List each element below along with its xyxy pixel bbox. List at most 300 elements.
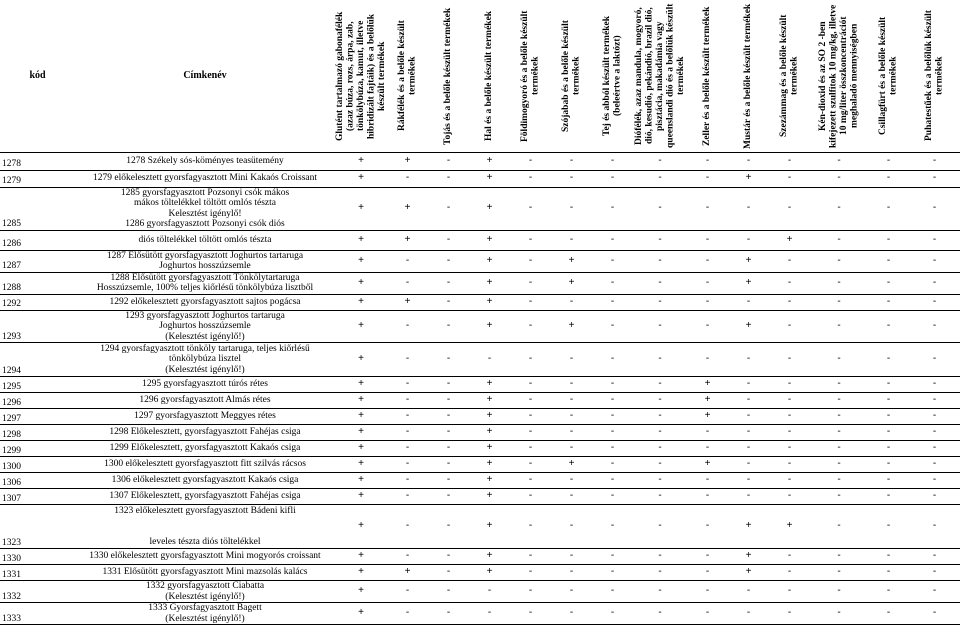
allergen-mark: -: [510, 377, 551, 393]
product-label: 1292 előkelesztett gyorsfagyasztott sajtos pogácsa: [75, 294, 335, 310]
allergen-mark: -: [728, 457, 769, 473]
allergen-mark: -: [909, 393, 960, 409]
allergen-mark: -: [728, 187, 769, 230]
product-code: 1323: [0, 505, 75, 549]
allergen-mark: -: [810, 581, 868, 603]
allergen-mark: -: [510, 343, 551, 377]
allergen-mark: -: [510, 393, 551, 409]
product-label: 1332 gyorsfagyasztott Ciabatta (Kelesztést igénylő!): [75, 581, 335, 603]
allergen-mark: +: [687, 409, 728, 425]
allergen-mark: +: [469, 152, 510, 170]
allergen-mark: -: [551, 473, 592, 489]
product-label: 1299 Előkelesztett, gyorsfagyasztott Kakaós csiga: [75, 441, 335, 457]
product-code: 1333: [0, 603, 75, 625]
allergen-mark: +: [728, 170, 769, 187]
allergen-mark: -: [868, 441, 909, 457]
allergen-mark: +: [335, 250, 387, 272]
allergen-mark: -: [909, 489, 960, 505]
allergen-mark: -: [510, 310, 551, 343]
allergen-mark: +: [469, 170, 510, 187]
allergen-mark: -: [428, 230, 469, 250]
product-label: 1297 gyorsfagyasztott Meggyes rétes: [75, 409, 335, 425]
allergen-mark: -: [909, 441, 960, 457]
allergen-mark: -: [810, 441, 868, 457]
allergen-mark: -: [909, 549, 960, 565]
allergen-mark: -: [868, 549, 909, 565]
allergen-mark: -: [728, 425, 769, 441]
allergen-mark: -: [810, 549, 868, 565]
allergen-mark: -: [551, 603, 592, 625]
allergen-mark: -: [633, 457, 687, 473]
allergen-mark: -: [387, 393, 428, 409]
allergen-mark: -: [687, 152, 728, 170]
allergen-mark: -: [769, 272, 810, 294]
allergen-mark: -: [633, 152, 687, 170]
allergen-mark: -: [687, 473, 728, 489]
allergen-mark: -: [633, 294, 687, 310]
allergen-mark: -: [510, 170, 551, 187]
allergen-mark: -: [633, 441, 687, 457]
table-row: [0, 393, 960, 409]
allergen-mark: -: [769, 250, 810, 272]
allergen-mark: -: [769, 603, 810, 625]
allergen-mark: -: [909, 294, 960, 310]
allergen-mark: +: [469, 272, 510, 294]
allergen-mark: -: [728, 294, 769, 310]
allergen-mark: -: [728, 441, 769, 457]
allergen-mark: -: [510, 425, 551, 441]
allergen-mark: -: [592, 250, 633, 272]
allergen-mark: -: [428, 441, 469, 457]
allergen-mark: -: [810, 272, 868, 294]
allergen-mark: +: [728, 565, 769, 581]
allergen-mark: -: [387, 250, 428, 272]
allergen-mark: -: [868, 152, 909, 170]
allergen-mark: -: [868, 473, 909, 489]
allergen-mark: +: [469, 441, 510, 457]
allergen-mark: -: [551, 393, 592, 409]
allergen-mark: +: [387, 565, 428, 581]
allergen-mark: -: [810, 152, 868, 170]
allergen-mark: -: [868, 489, 909, 505]
product-code: 1292: [0, 294, 75, 310]
product-label: 1293 gyorsfagyasztott Joghurtos tartaruga Joghurtos hosszúzsemle (Kelesztést igénylő!): [75, 310, 335, 343]
allergen-mark: -: [769, 581, 810, 603]
table-row: [0, 505, 960, 549]
allergen-mark: -: [592, 603, 633, 625]
allergen-mark: -: [810, 489, 868, 505]
allergen-mark: +: [728, 505, 769, 549]
table-row: [0, 409, 960, 425]
allergen-mark: +: [335, 230, 387, 250]
allergen-mark: -: [551, 377, 592, 393]
allergen-mark: -: [633, 581, 687, 603]
allergen-mark: -: [868, 603, 909, 625]
allergen-mark: -: [387, 441, 428, 457]
product-label: 1287 Elősütött gyorsfagyasztott Joghurtos tartaruga Joghurtos hosszúzsemle: [75, 250, 335, 272]
allergen-header: Kén-dioxid és az SO 2 -ben kifejezett szulfitok 10 mg/kg, illetve 10 mg/liter összkoncentrációt meghaladó mennyiségben: [810, 0, 868, 152]
allergen-mark: -: [868, 250, 909, 272]
allergen-mark: +: [551, 250, 592, 272]
allergen-mark: +: [387, 187, 428, 230]
allergen-mark: -: [428, 473, 469, 489]
allergen-header: Tojás és a belőle készült termékek: [428, 0, 469, 152]
allergen-mark: -: [810, 473, 868, 489]
product-code: 1279: [0, 170, 75, 187]
product-label: diós töltelékkel töltött omlós tészta: [75, 230, 335, 250]
allergen-mark: -: [469, 581, 510, 603]
allergen-mark: -: [428, 377, 469, 393]
allergen-mark: -: [551, 549, 592, 565]
product-label: 1298 Előkelesztett, gyorsfagyasztott Fahéjas csiga: [75, 425, 335, 441]
allergen-mark: -: [687, 425, 728, 441]
allergen-mark: +: [551, 457, 592, 473]
table-row: [0, 294, 960, 310]
allergen-mark: -: [592, 565, 633, 581]
allergen-mark: -: [510, 294, 551, 310]
allergen-mark: -: [510, 230, 551, 250]
column-header-cimkenev: Címkenév: [75, 0, 335, 152]
product-code: 1296: [0, 393, 75, 409]
allergen-mark: -: [810, 230, 868, 250]
allergen-mark: -: [387, 549, 428, 565]
allergen-mark: -: [387, 272, 428, 294]
allergen-mark: -: [551, 187, 592, 230]
allergen-mark: -: [687, 489, 728, 505]
product-label: 1333 Gyorsfagyasztott Bagett (Kelesztést igénylő!): [75, 603, 335, 625]
allergen-mark: -: [810, 603, 868, 625]
allergen-mark: -: [728, 393, 769, 409]
allergen-mark: +: [469, 187, 510, 230]
allergen-mark: -: [769, 170, 810, 187]
allergen-mark: +: [335, 473, 387, 489]
allergen-mark: -: [387, 505, 428, 549]
allergen-mark: -: [909, 473, 960, 489]
product-label: 1330 előkelesztett gyorsfagyasztott Mini mogyorós croissant: [75, 549, 335, 565]
product-code: 1288: [0, 272, 75, 294]
product-code: 1299: [0, 441, 75, 457]
allergen-mark: -: [810, 187, 868, 230]
allergen-header: Tej és abból készült termékek (beleértve a laktózt): [592, 0, 633, 152]
allergen-mark: -: [868, 170, 909, 187]
allergen-mark: -: [592, 441, 633, 457]
allergen-mark: +: [335, 457, 387, 473]
allergen-mark: -: [687, 549, 728, 565]
allergen-header: Szójabab és a belőle készült termékek: [551, 0, 592, 152]
allergen-mark: +: [335, 409, 387, 425]
allergen-mark: -: [868, 377, 909, 393]
allergen-mark: -: [687, 343, 728, 377]
allergen-mark: -: [633, 409, 687, 425]
allergen-mark: -: [769, 377, 810, 393]
allergen-mark: -: [769, 310, 810, 343]
allergen-mark: +: [469, 457, 510, 473]
allergen-mark: -: [633, 343, 687, 377]
product-label: 1296 gyorsfagyasztott Almás rétes: [75, 393, 335, 409]
allergen-mark: -: [909, 310, 960, 343]
table-row: [0, 170, 960, 187]
allergen-header: Zeller és a belőle készült termékek: [687, 0, 728, 152]
allergen-mark: -: [633, 393, 687, 409]
allergen-mark: -: [769, 441, 810, 457]
allergen-mark: -: [868, 425, 909, 441]
allergen-mark: -: [769, 409, 810, 425]
product-code: 1287: [0, 250, 75, 272]
allergen-mark: -: [469, 343, 510, 377]
table-row: [0, 310, 960, 343]
allergen-mark: -: [687, 441, 728, 457]
allergen-mark: -: [633, 549, 687, 565]
allergen-mark: -: [592, 549, 633, 565]
product-code: 1297: [0, 409, 75, 425]
allergen-mark: -: [909, 230, 960, 250]
allergen-mark: -: [592, 409, 633, 425]
allergen-mark: -: [728, 230, 769, 250]
product-code: 1295: [0, 377, 75, 393]
product-code: 1307: [0, 489, 75, 505]
allergen-mark: -: [687, 565, 728, 581]
table-row: [0, 250, 960, 272]
allergen-mark: -: [769, 457, 810, 473]
allergen-mark: -: [909, 272, 960, 294]
allergen-mark: -: [687, 294, 728, 310]
allergen-mark: -: [510, 441, 551, 457]
allergen-mark: -: [687, 187, 728, 230]
allergen-mark: +: [769, 230, 810, 250]
allergen-mark: +: [387, 152, 428, 170]
allergen-mark: -: [728, 409, 769, 425]
allergen-mark: -: [387, 581, 428, 603]
allergen-mark: -: [592, 152, 633, 170]
allergen-mark: +: [728, 250, 769, 272]
allergen-mark: -: [687, 603, 728, 625]
allergen-mark: -: [810, 457, 868, 473]
allergen-mark: -: [551, 230, 592, 250]
table-row: [0, 457, 960, 473]
allergen-mark: -: [551, 441, 592, 457]
product-code: 1294: [0, 343, 75, 377]
allergen-mark: -: [510, 457, 551, 473]
allergen-mark: -: [428, 310, 469, 343]
allergen-mark: -: [769, 565, 810, 581]
allergen-mark: +: [335, 294, 387, 310]
allergen-mark: -: [909, 457, 960, 473]
product-code: 1286: [0, 230, 75, 250]
allergen-mark: -: [769, 489, 810, 505]
allergen-mark: -: [633, 505, 687, 549]
allergen-mark: -: [868, 581, 909, 603]
allergen-mark: -: [551, 489, 592, 505]
allergen-mark: -: [428, 457, 469, 473]
table-row: [0, 581, 960, 603]
allergen-mark: -: [868, 343, 909, 377]
header-row: [0, 0, 960, 152]
allergen-mark: -: [769, 343, 810, 377]
allergen-mark: -: [909, 250, 960, 272]
allergen-mark: -: [769, 473, 810, 489]
allergen-mark: -: [909, 187, 960, 230]
allergen-mark: -: [633, 473, 687, 489]
allergen-mark: -: [728, 377, 769, 393]
column-header-kod: kód: [0, 0, 75, 152]
allergen-mark: -: [633, 310, 687, 343]
allergen-mark: +: [687, 377, 728, 393]
allergen-mark: -: [387, 377, 428, 393]
allergen-mark: +: [335, 603, 387, 625]
allergen-mark: +: [335, 393, 387, 409]
allergen-mark: -: [909, 170, 960, 187]
allergen-mark: -: [728, 603, 769, 625]
allergen-mark: -: [592, 393, 633, 409]
allergen-mark: +: [469, 250, 510, 272]
table-row: [0, 230, 960, 250]
allergen-mark: +: [335, 425, 387, 441]
allergen-mark: -: [592, 505, 633, 549]
table-body: [0, 152, 960, 625]
allergen-mark: -: [687, 230, 728, 250]
allergen-mark: -: [551, 343, 592, 377]
allergen-mark: +: [469, 230, 510, 250]
allergen-mark: -: [633, 272, 687, 294]
allergen-mark: -: [687, 170, 728, 187]
table-row: [0, 152, 960, 170]
product-code: 1306: [0, 473, 75, 489]
allergen-mark: -: [428, 170, 469, 187]
table-row: [0, 565, 960, 581]
allergen-mark: -: [909, 409, 960, 425]
allergen-mark: +: [335, 343, 387, 377]
allergen-mark: -: [428, 152, 469, 170]
allergen-mark: -: [510, 250, 551, 272]
allergen-mark: -: [387, 409, 428, 425]
table-row: [0, 343, 960, 377]
product-label: 1294 gyorsfagyasztott tönköly tartaruga, teljes kiőrlésű tönkölybúza lisztel (Kelesztést igénylő!): [75, 343, 335, 377]
allergen-mark: -: [633, 425, 687, 441]
allergen-mark: -: [510, 473, 551, 489]
allergen-mark: -: [868, 310, 909, 343]
allergen-mark: -: [810, 393, 868, 409]
allergen-mark: +: [469, 425, 510, 441]
product-label: 1288 Elősütött gyorsfagyasztott Tönkölytartaruga Hosszúzsemle, 100% teljes kiőrlésű tönkölybúza lisztből: [75, 272, 335, 294]
allergen-header: Rákfélék és a belőle készült termékek: [387, 0, 428, 152]
allergen-mark: -: [810, 170, 868, 187]
product-label: 1323 előkelesztett gyorsfagyasztott Bádeni kifli leveles tészta diós töltelékkel: [75, 505, 335, 549]
table-row: [0, 425, 960, 441]
allergen-mark: -: [551, 294, 592, 310]
product-label: 1279 előkelesztett gyorsfagyasztott Mini Kakaós Croissant: [75, 170, 335, 187]
allergen-mark: +: [335, 377, 387, 393]
allergen-mark: -: [868, 187, 909, 230]
allergen-mark: -: [592, 187, 633, 230]
allergen-mark: -: [428, 409, 469, 425]
allergen-mark: -: [810, 505, 868, 549]
allergen-mark: -: [633, 170, 687, 187]
table-row: [0, 473, 960, 489]
table-row: [0, 187, 960, 230]
product-label: 1278 Székely sós-köményes teasütemény: [75, 152, 335, 170]
allergen-mark: -: [687, 505, 728, 549]
allergen-mark: -: [510, 505, 551, 549]
allergen-mark: -: [909, 505, 960, 549]
allergen-mark: -: [810, 425, 868, 441]
allergen-mark: -: [868, 272, 909, 294]
allergen-mark: -: [633, 187, 687, 230]
allergen-mark: -: [592, 343, 633, 377]
allergen-mark: -: [510, 581, 551, 603]
product-label: 1331 Elősütött gyorsfagyasztott Mini mazsolás kalács: [75, 565, 335, 581]
allergen-mark: +: [469, 505, 510, 549]
allergen-mark: -: [428, 272, 469, 294]
allergen-mark: +: [335, 441, 387, 457]
allergen-mark: +: [469, 294, 510, 310]
allergen-mark: +: [335, 581, 387, 603]
allergen-mark: -: [592, 377, 633, 393]
allergen-mark: +: [469, 310, 510, 343]
allergen-mark: -: [592, 170, 633, 187]
allergen-mark: -: [428, 393, 469, 409]
allergen-mark: -: [909, 343, 960, 377]
allergen-mark: -: [769, 425, 810, 441]
product-label: 1295 gyorsfagyasztott túrós rétes: [75, 377, 335, 393]
allergen-mark: -: [687, 310, 728, 343]
table-row: [0, 489, 960, 505]
allergen-mark: -: [728, 152, 769, 170]
allergen-mark: -: [551, 170, 592, 187]
allergen-mark: -: [909, 581, 960, 603]
allergen-mark: +: [728, 549, 769, 565]
allergen-mark: -: [868, 505, 909, 549]
allergen-mark: +: [687, 457, 728, 473]
allergen-mark: -: [633, 250, 687, 272]
allergen-mark: -: [387, 603, 428, 625]
allergen-mark: +: [387, 230, 428, 250]
allergen-mark: +: [728, 272, 769, 294]
product-code: 1330: [0, 549, 75, 565]
allergen-mark: -: [510, 565, 551, 581]
allergen-mark: -: [633, 565, 687, 581]
allergen-mark: -: [592, 294, 633, 310]
allergen-mark: -: [551, 409, 592, 425]
allergen-mark: -: [909, 603, 960, 625]
allergen-mark: -: [510, 489, 551, 505]
allergen-mark: -: [769, 152, 810, 170]
allergen-mark: -: [728, 489, 769, 505]
allergen-mark: -: [387, 170, 428, 187]
allergen-mark: -: [769, 549, 810, 565]
allergen-mark: -: [868, 294, 909, 310]
product-code: 1278: [0, 152, 75, 170]
product-label: 1306 előkelesztett gyorsfagyasztott Kakaós csiga: [75, 473, 335, 489]
allergen-mark: -: [510, 187, 551, 230]
allergen-mark: +: [469, 473, 510, 489]
allergen-mark: -: [592, 457, 633, 473]
allergen-mark: -: [469, 603, 510, 625]
table-row: [0, 272, 960, 294]
allergen-mark: -: [728, 581, 769, 603]
allergen-header: Mustár és a belőle készült termékek: [728, 0, 769, 152]
allergen-mark: +: [551, 272, 592, 294]
allergen-mark: -: [551, 152, 592, 170]
allergen-mark: +: [469, 549, 510, 565]
allergen-mark: -: [428, 187, 469, 230]
table-row: [0, 377, 960, 393]
allergen-mark: -: [810, 409, 868, 425]
allergen-mark: -: [428, 250, 469, 272]
allergen-mark: -: [428, 505, 469, 549]
allergen-mark: -: [387, 473, 428, 489]
allergen-mark: -: [769, 393, 810, 409]
allergen-mark: +: [469, 409, 510, 425]
